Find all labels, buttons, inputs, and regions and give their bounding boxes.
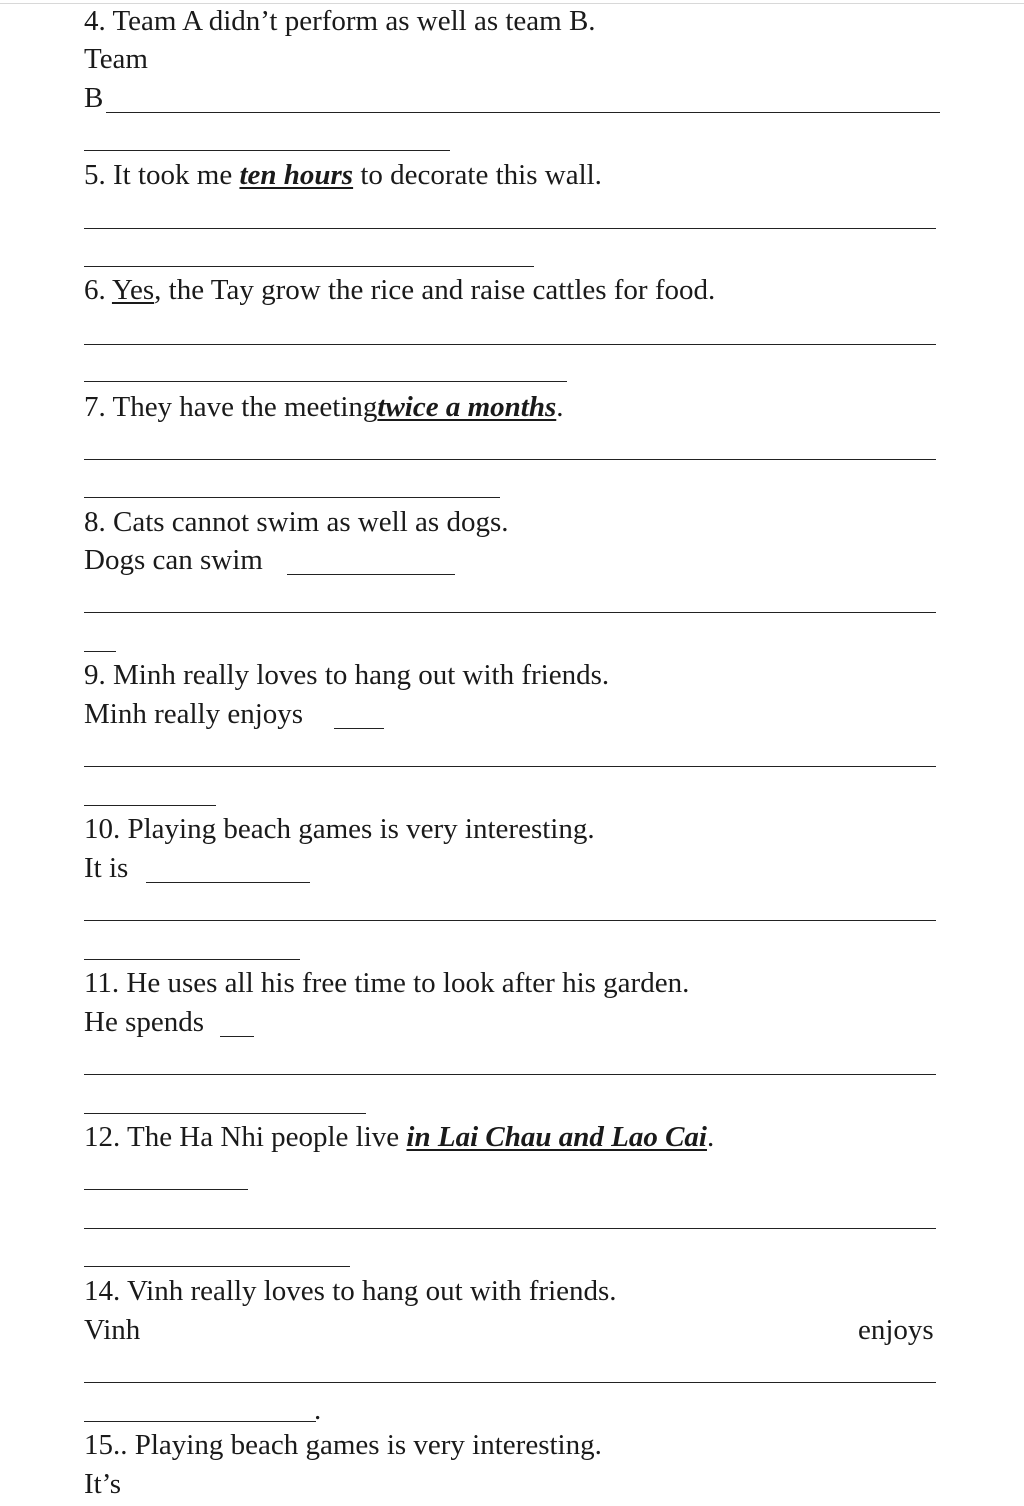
q9-answer-blank[interactable] — [334, 728, 384, 729]
q11-prompt: 11. He uses all his free time to look after his garden. — [84, 967, 690, 999]
q6-emphasis: Yes — [111, 274, 155, 306]
q8-answer-line-2[interactable] — [84, 651, 116, 652]
q10-starter: It is — [84, 852, 129, 884]
q7-answer-line-1[interactable] — [84, 459, 936, 460]
q10-answer-line-1[interactable] — [84, 920, 936, 921]
q10-prompt: 10. Playing beach games is very interesting. — [84, 813, 595, 845]
q12-text-before: 12. The Ha Nhi people live — [84, 1121, 407, 1153]
q9-answer-line-2[interactable] — [84, 805, 216, 806]
q12-text-after: . — [706, 1121, 715, 1153]
q9-starter: Minh really enjoys — [84, 698, 304, 730]
q8-answer-line-1[interactable] — [84, 612, 936, 613]
q9-prompt: 9. Minh really loves to hang out with friends. — [84, 659, 610, 691]
q6-prompt — [84, 273, 715, 307]
q4-starter-line1: Team — [84, 43, 148, 75]
q6-text-after: , the Tay grow the rice and raise cattles for food. — [154, 274, 716, 306]
q8-starter: Dogs can swim — [84, 544, 263, 576]
q11-answer-blank[interactable] — [220, 1036, 254, 1037]
q14-starter-left: Vinh — [84, 1314, 141, 1346]
q7-text-after: . — [556, 391, 564, 423]
q11-starter: He spends — [84, 1006, 205, 1038]
q5-text-before: 5. It took me — [84, 159, 240, 191]
q5-prompt — [84, 158, 602, 192]
q7-emphasis: twice a months — [377, 391, 557, 423]
q4-answer-line-1[interactable] — [106, 112, 940, 113]
q5-answer-line-1[interactable] — [84, 228, 936, 229]
q14-answer-line-2[interactable] — [84, 1421, 316, 1422]
q14-answer-line-1[interactable] — [84, 1382, 936, 1383]
q12-answer-line-3[interactable] — [84, 1266, 350, 1267]
q12-answer-line-1[interactable] — [84, 1189, 248, 1190]
q4-prompt: 4. Team A didn’t perform as well as team B. — [84, 5, 596, 37]
q8-prompt: 8. Cats cannot swim as well as dogs. — [84, 506, 509, 538]
q9-answer-line-1[interactable] — [84, 766, 936, 767]
q7-text-before: 7. They have the meeting — [84, 391, 378, 423]
q7-prompt — [84, 390, 564, 424]
q4-answer-line-2[interactable] — [84, 150, 450, 151]
q14-starter-right: enjoys — [858, 1314, 934, 1346]
q15-starter: It’s — [84, 1468, 122, 1500]
q5-answer-line-2[interactable] — [84, 266, 534, 267]
q11-answer-line-2[interactable] — [84, 1113, 366, 1114]
q15-prompt: 15.. Playing beach games is very interesting. — [84, 1429, 602, 1461]
q5-emphasis: ten hours — [239, 159, 354, 191]
q4-starter-line2: B — [84, 82, 104, 114]
q12-prompt — [84, 1120, 714, 1154]
q12-answer-line-2[interactable] — [84, 1228, 936, 1229]
q10-answer-line-2[interactable] — [84, 959, 300, 960]
q8-answer-blank[interactable] — [287, 574, 455, 575]
q10-answer-blank[interactable] — [146, 882, 310, 883]
q11-answer-line-1[interactable] — [84, 1074, 936, 1075]
q6-answer-line-2[interactable] — [84, 381, 567, 382]
q6-number: 6. — [84, 274, 112, 306]
q7-answer-line-2[interactable] — [84, 497, 500, 498]
q14-end-mark: . — [314, 1394, 322, 1426]
q14-prompt: 14. Vinh really loves to hang out with friends. — [84, 1275, 617, 1307]
q6-answer-line-1[interactable] — [84, 344, 936, 345]
q5-text-after: to decorate this wall. — [353, 159, 602, 191]
q12-emphasis: in Lai Chau and Lao Cai — [406, 1121, 707, 1153]
